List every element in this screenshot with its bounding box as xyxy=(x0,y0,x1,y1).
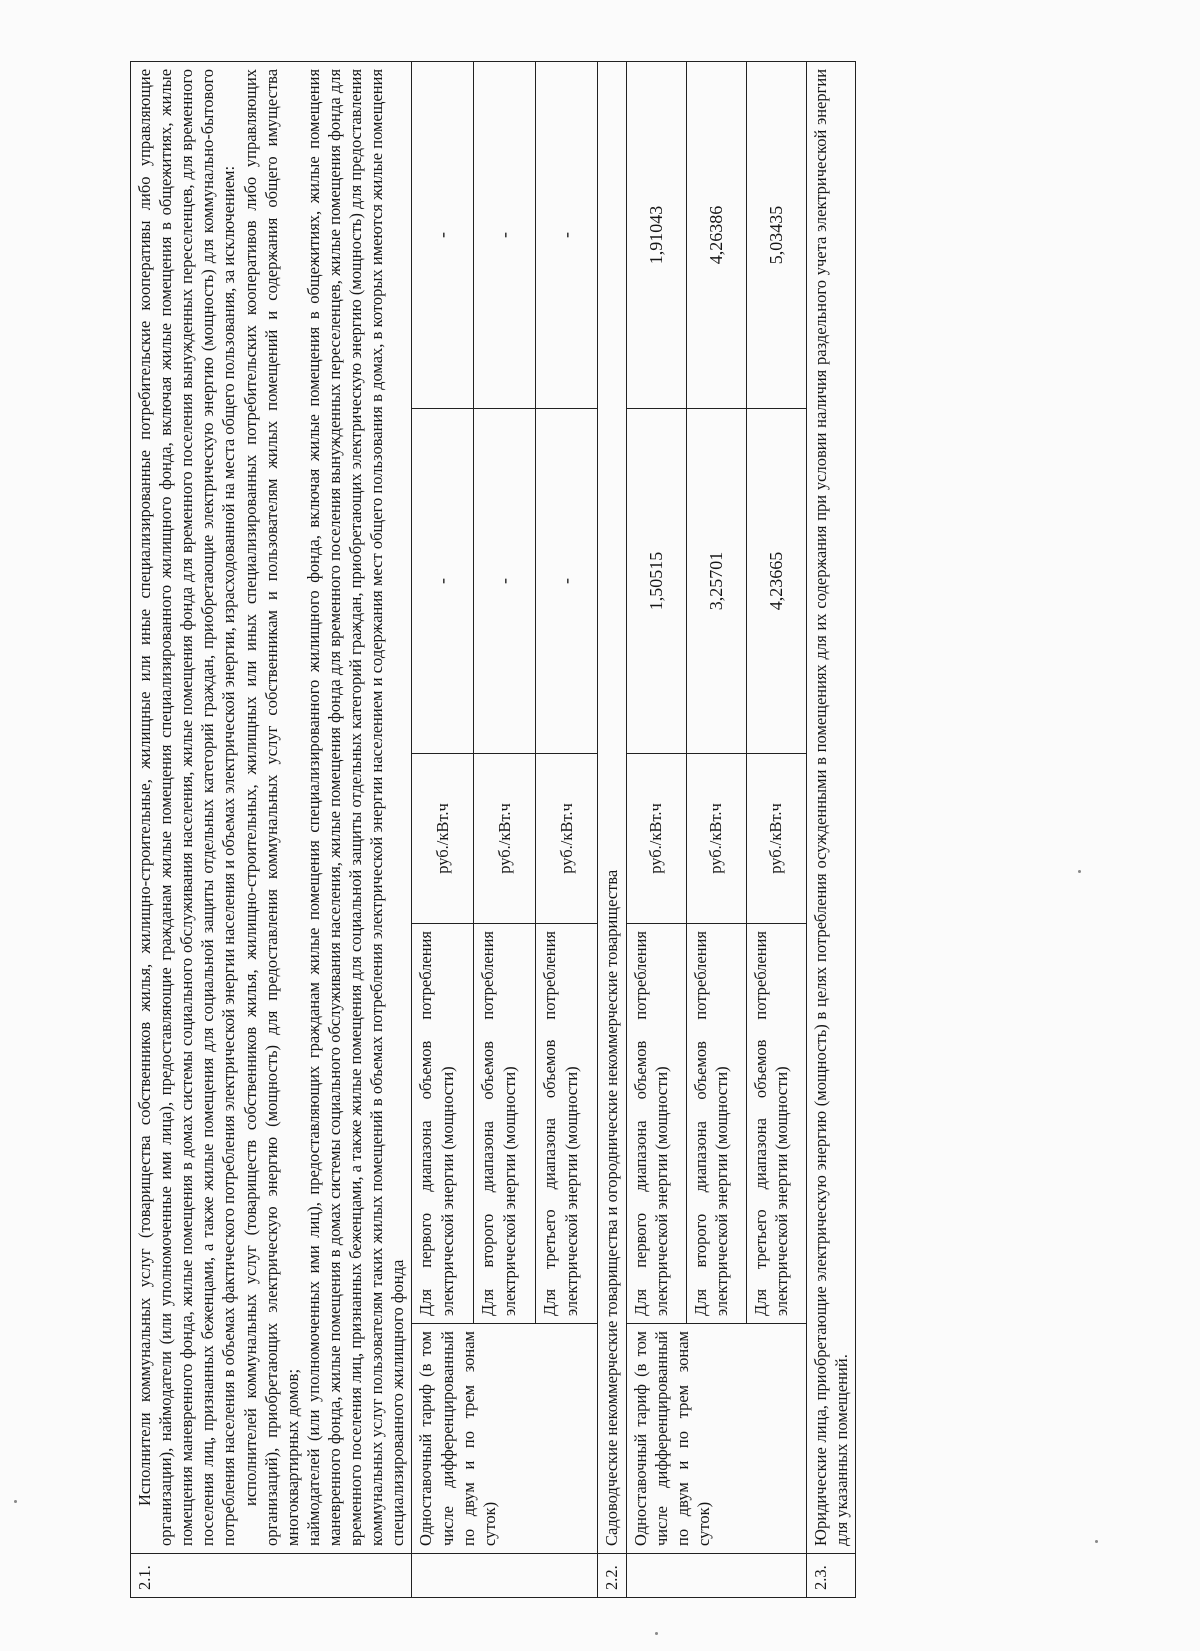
value-half-1: - xyxy=(536,409,598,754)
section-2-1-header xyxy=(131,61,412,1597)
section-description: Садоводческие некоммерческие товарищества и огороднические некоммерческие товарищества xyxy=(598,61,626,1553)
unit: руб./кВт.ч xyxy=(686,754,746,924)
range-label: Для первого диапазона объемов потребления электрической энергии (мощности) xyxy=(626,924,686,1324)
tariff-label: Одноставочный тариф (в том числе дифференцированный по двум и по трем зонам суток) xyxy=(626,1324,806,1554)
value-half-2: - xyxy=(474,61,536,408)
section-number: 2.1. xyxy=(131,1554,412,1598)
section-description xyxy=(131,61,412,1553)
unit: руб./кВт.ч xyxy=(536,754,598,924)
unit: руб./кВт.ч xyxy=(412,754,474,924)
unit: руб./кВт.ч xyxy=(746,754,806,924)
value-half-1: 4,23665 xyxy=(746,409,806,754)
section-2-3-header xyxy=(806,61,855,1597)
section-intro: Исполнители коммунальных услуг (товарищества собственников жилья, жилищно-строительные, жилищные или иные специализированные потребительские кооперативы либо управляющие организации), наймодатели (или уполномоченные ими лица), предоставляющие гражданам жилые помещения специализированного жилищного фонда, включая жилые помещения в общежитиях, жилые помещения маневренного фонда, жилые помещения в домах системы социального обслуживания населения, жилые помещения фонда для временного поселения вынужденных переселенцев, для временного поселения лиц, признанных беженцами, а также жилые помещения для социальной защиты отдельных категорий граждан, приобретающие электрическую энергию (мощность) для коммунально-бытового потребления населения в объемах фактического потребления электрической энергии населения и объемах электрической энергии, израсходованной на места общего пользования, за исключением: xyxy=(135,68,239,1546)
scan-speck xyxy=(1078,870,1081,873)
scan-speck xyxy=(14,1500,17,1503)
unit: руб./кВт.ч xyxy=(626,754,686,924)
tariff-label: Одноставочный тариф (в том числе дифференцированный по двум и по трем зонам суток) xyxy=(412,1324,598,1554)
section-exception: исполнителей коммунальных услуг (товариществ собственников жилья, жилищно-строительных, жилищных или иных специализированных потребительских кооперативов либо управляющих организаций), приобретающих электрическую энергию (мощность) для предоставления коммунальных услуг собственникам и пользователям жилых помещений и содержания общего имущества многоквартирных домов; xyxy=(240,68,302,1546)
range-label: Для второго диапазона объемов потребления электрической энергии (мощности) xyxy=(474,924,536,1324)
scan-speck xyxy=(655,1632,658,1635)
value-half-1: 3,25701 xyxy=(686,409,746,754)
unit: руб./кВт.ч xyxy=(474,754,536,924)
range-label: Для второго диапазона объемов потребления электрической энергии (мощности) xyxy=(686,924,746,1324)
value-half-2: 4,26386 xyxy=(686,61,746,408)
value-half-2: 1,91043 xyxy=(626,61,686,408)
value-half-2: - xyxy=(536,61,598,408)
scan-speck xyxy=(1095,1540,1098,1543)
tariff-table xyxy=(130,61,856,1598)
range-label: Для третьего диапазона объемов потребления электрической энергии (мощности) xyxy=(746,924,806,1324)
table-row xyxy=(626,61,686,1597)
value-half-1: - xyxy=(412,409,474,754)
range-label: Для третьего диапазона объемов потребления электрической энергии (мощности) xyxy=(536,924,598,1324)
value-half-2: - xyxy=(412,61,474,408)
section-number: 2.3. xyxy=(806,1554,855,1598)
range-label: Для первого диапазона объемов потребления электрической энергии (мощности) xyxy=(412,924,474,1324)
rotated-document-page xyxy=(130,62,1100,1598)
value-half-2: 5,03435 xyxy=(746,61,806,408)
section-2-2-header xyxy=(598,61,626,1597)
value-half-1: 1,50515 xyxy=(626,409,686,754)
section-exception-2: наймодателей (или уполномоченных ими лиц), предоставляющих гражданам жилые помещения специализированного жилищного фонда, включая жилые помещения в общежитиях, жилые помещения маневренного фонда, жилые помещения в домах системы социального обслуживания населения, жилые помещения фонда для временного поселения вынужденных переселенцев, жилые помещения фонда для временного поселения лиц, признанных беженцами, а также жилые помещения для социальной защиты отдельных категорий граждан, приобретающих электрическую энергию (мощность) для предоставления коммунальных услуг пользователям таких жилых помещений в объемах потребления электрической энергии населением и содержания мест общего пользования в домах, в которых имеются жилые помещения специализированного жилищного фонда xyxy=(303,68,408,1546)
value-half-1: - xyxy=(474,409,536,754)
section-description: Юридические лица, приобретающие электрическую энергию (мощность) в целях потребления осужденными в помещениях для их содержания при условии наличия раздельного учета электрической энергии для указанных помещений. xyxy=(806,61,855,1553)
table-row xyxy=(412,61,474,1597)
section-number: 2.2. xyxy=(598,1554,626,1598)
